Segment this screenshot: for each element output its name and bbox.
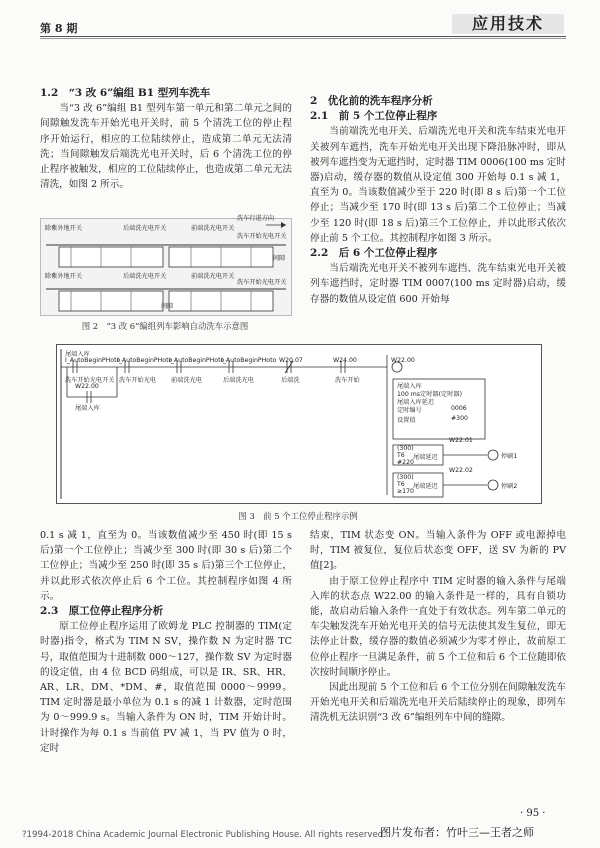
compare-field: ≥170 [397,488,414,495]
right-column-body [310,528,566,726]
header-rule-thin [40,38,566,39]
label-gap: 间隙 [273,255,286,262]
contact-label: I_AutoBeginPHoto [65,357,121,364]
paragraph: 因此出现前 5 个工位和后 6 个工位分别在间隙触发洗车开始光电开关和后端洗光电开关后陆续停止的现象，即列车清洗机无法识别“3 改 6”编组列车中间的缝隙。 [310,682,566,724]
contact-desc: 洗车开始 [335,377,360,384]
contact-label: W24.00 [333,357,357,364]
tim-field: 100 ms定时器(定时器) [397,391,462,398]
coil-label: W22.01 [449,437,473,444]
figure-2 [40,215,292,316]
publisher-watermark: 图片发布者：竹叶三—王者之师 [380,826,534,839]
compare-field: #220 [397,459,414,466]
contact-label: I_AutoBeginPHoto [169,357,225,364]
compare-field: (300) [397,474,414,481]
contact-desc: 前端洗光电 [171,377,202,384]
paragraph: 当后端洗光电开关不被列车遮挡、洗车结束光电开关被列车遮挡时，定时器 TIM 0007(100 ms 定时器)启动，缓存器的数值从设定值 600 开始每 [310,263,566,305]
contact-desc: 后端洗光电 [223,377,254,384]
section-heading-2-1: 2.1 前 5 个工位停止程序 [310,110,438,123]
compare-field: 尾端延迟 [413,454,438,461]
tim-field: 尾端入库延迟 [397,399,435,406]
paragraph: 结束，TIM 状态变 ON。当输入条件为 OFF 或电源掉电时，TIM 被复位，复位后状态变 OFF，送 SV 为新的 PV 值[2]。 [310,530,566,572]
contact-desc: 尾端入库 [75,405,100,412]
paragraph: 当前端洗光电开关、后端洗光电开关和洗车结束光电开关被列车遮挡，洗车开始光电开关出现下降沿脉冲时，即从被列车遮挡变为无遮挡时，定时器 TIM 0006(100 ms 定时器)启动，缓存器的数值从设定值 300 开始每 0.1 s 减 1，直至为 0。当该数值减少至于 220 时(即 8 s 后)第一个工位停止；当减少至 170 时(即 13 s 后)第二个工位停止；当减少至 120 时(即 18 s 后)第三个工位停止，并以此形式依次停止前 5 个工位。其控制程序如图 3 所示。 [310,126,566,244]
contact-label: W20.07 [279,357,303,364]
section-heading-2-3: 2.3 原工位停止程序分析 [40,605,164,618]
tim-field: 尾端入库 [397,383,422,390]
header-rule [40,36,566,37]
label-switch: 除紫外地开关 [45,273,83,280]
tim-setting: #300 [451,415,468,422]
copyright-notice: ?1994-2018 China Academic Journal Electronic Publishing House. All rights reserved. [22,830,386,840]
coil-label: W22.00 [391,357,415,364]
section-heading-2: 2 优化前的洗车程序分析 [310,95,433,107]
label-switch: 前端洗光电开关 [191,225,235,232]
compare-field: 尾端延迟 [413,483,438,490]
ladder-diagram [57,345,541,503]
page-number: · 95 · [520,808,546,819]
label-direction: 洗车行进方向 [237,215,275,222]
contact-label: W22.00 [75,383,99,390]
figure-2-caption: 图 2 “3 改 6”编组列车影响自动洗车示意图 [81,321,249,331]
label-switch: 洗车开始光电开关 [237,279,287,286]
label-switch: 除紫外地开关 [45,225,83,232]
label-switch: 洗车开始光电开关 [237,233,287,240]
issue-number: 第 8 期 [40,22,78,35]
left-column-body [40,528,292,756]
right-column-intro [310,94,566,307]
section-heading-1-2: 1.2 “3 改 6”编组 B1 型列车洗车 [40,87,211,99]
contact-label: I_AutoBeginPHoto [117,357,173,364]
label-switch: 后端洗光电开关 [123,273,167,280]
label-switch: 后端洗光电开关 [123,225,167,232]
label-gap: 间隙 [161,303,174,310]
compare-field: T6 [397,481,405,488]
tim-field: 定时编号 [397,407,422,414]
contact-desc: 洗车开始光电 [119,377,157,384]
paragraph: 0.1 s 减 1，直至为 0。当该数值减少至 450 时(即 15 s 后)第一个工位停止；当减少至 300 时(即 30 s 后)第二个工位停止；当减少至 250 时(即 35 s 后)第三个工位停止，并以此形式依次停止后 6 个工位。其控制程序如图 4 所示。 [40,530,292,602]
contact-label: I_AutoBeginPHoto [221,357,277,364]
tim-number: 0006 [451,405,467,412]
rung-tag: 尾端入库 [65,351,90,358]
section-title: 应用技术 [452,14,564,34]
compare-field: T6 [397,452,405,459]
left-column-intro [40,86,292,192]
figure-3-ladder [56,344,542,504]
section-heading-2-2: 2.2 后 6 个工位停止程序 [310,247,438,260]
label-switch: 前端洗光电开关 [191,273,235,280]
paragraph: 由于原工位停止程序中 TIM 定时器的输入条件与尾端入库的状态点 W22.00 的输入条件是一样的，具有自锁功能，故启动后输入条件一直处于有效状态。列车第二单元的车尖触发洗车开始光电开关的信号无法使其发生复位，即无法停止计数，缓存器的数值必须减少为零才停止，故前原工位停止程序一旦满足条件，前 5 个工位和后 6 个工位随即依次按时间顺序停止。 [310,575,566,678]
paragraph: 当“3 改 6”编组 B1 型列车第一单元和第二单元之间的间隙触发洗车开始光电开关时，前 5 个清洗工位的停止程序开始运行，相应的工位陆续停止，造成第二单元无法清洗；当间隙触发后端洗光电开关时，后 6 个清洗工位的停止程序被触发，相应的工位陆续停止，也造成第二单元无法清洗，如图 2 所示。 [40,103,292,191]
tim-field: 设置值 [397,417,416,424]
contact-desc: 后端洗 [281,377,300,384]
coil-label: W22.02 [449,467,473,474]
compare-field: (300) [397,445,414,452]
output-label: 停刷1 [501,453,518,460]
figure-3-caption: 图 3 前 5 个工位停止程序示例 [238,511,358,521]
output-label: 停刷2 [501,483,518,490]
contact-desc: 洗车开始光电开关 [65,377,115,384]
paragraph: 原工位停止程序运用了欧姆龙 PLC 控制器的 TIM(定时器)指令，格式为 TIM N SV，操作数 N 为定时器 TC 号，取值范围为十进制数 000～127，操作数 SV 为定时器的设定值，由 4 位 BCD 码组成，可以是 IR、SR、HR、AR、LR、DM、*DM、#，取值范围 0000～9999。TIM 定时器是最小单位为 0.1 s 的减 1 计数器，定时范围为 0～999.9 s。当输入条件为 ON 时，TIM 开始计时。计时操作为每 0.1 s 当前值 PV 减 1，当 PV 值为 0 时，定时 [40,621,292,754]
